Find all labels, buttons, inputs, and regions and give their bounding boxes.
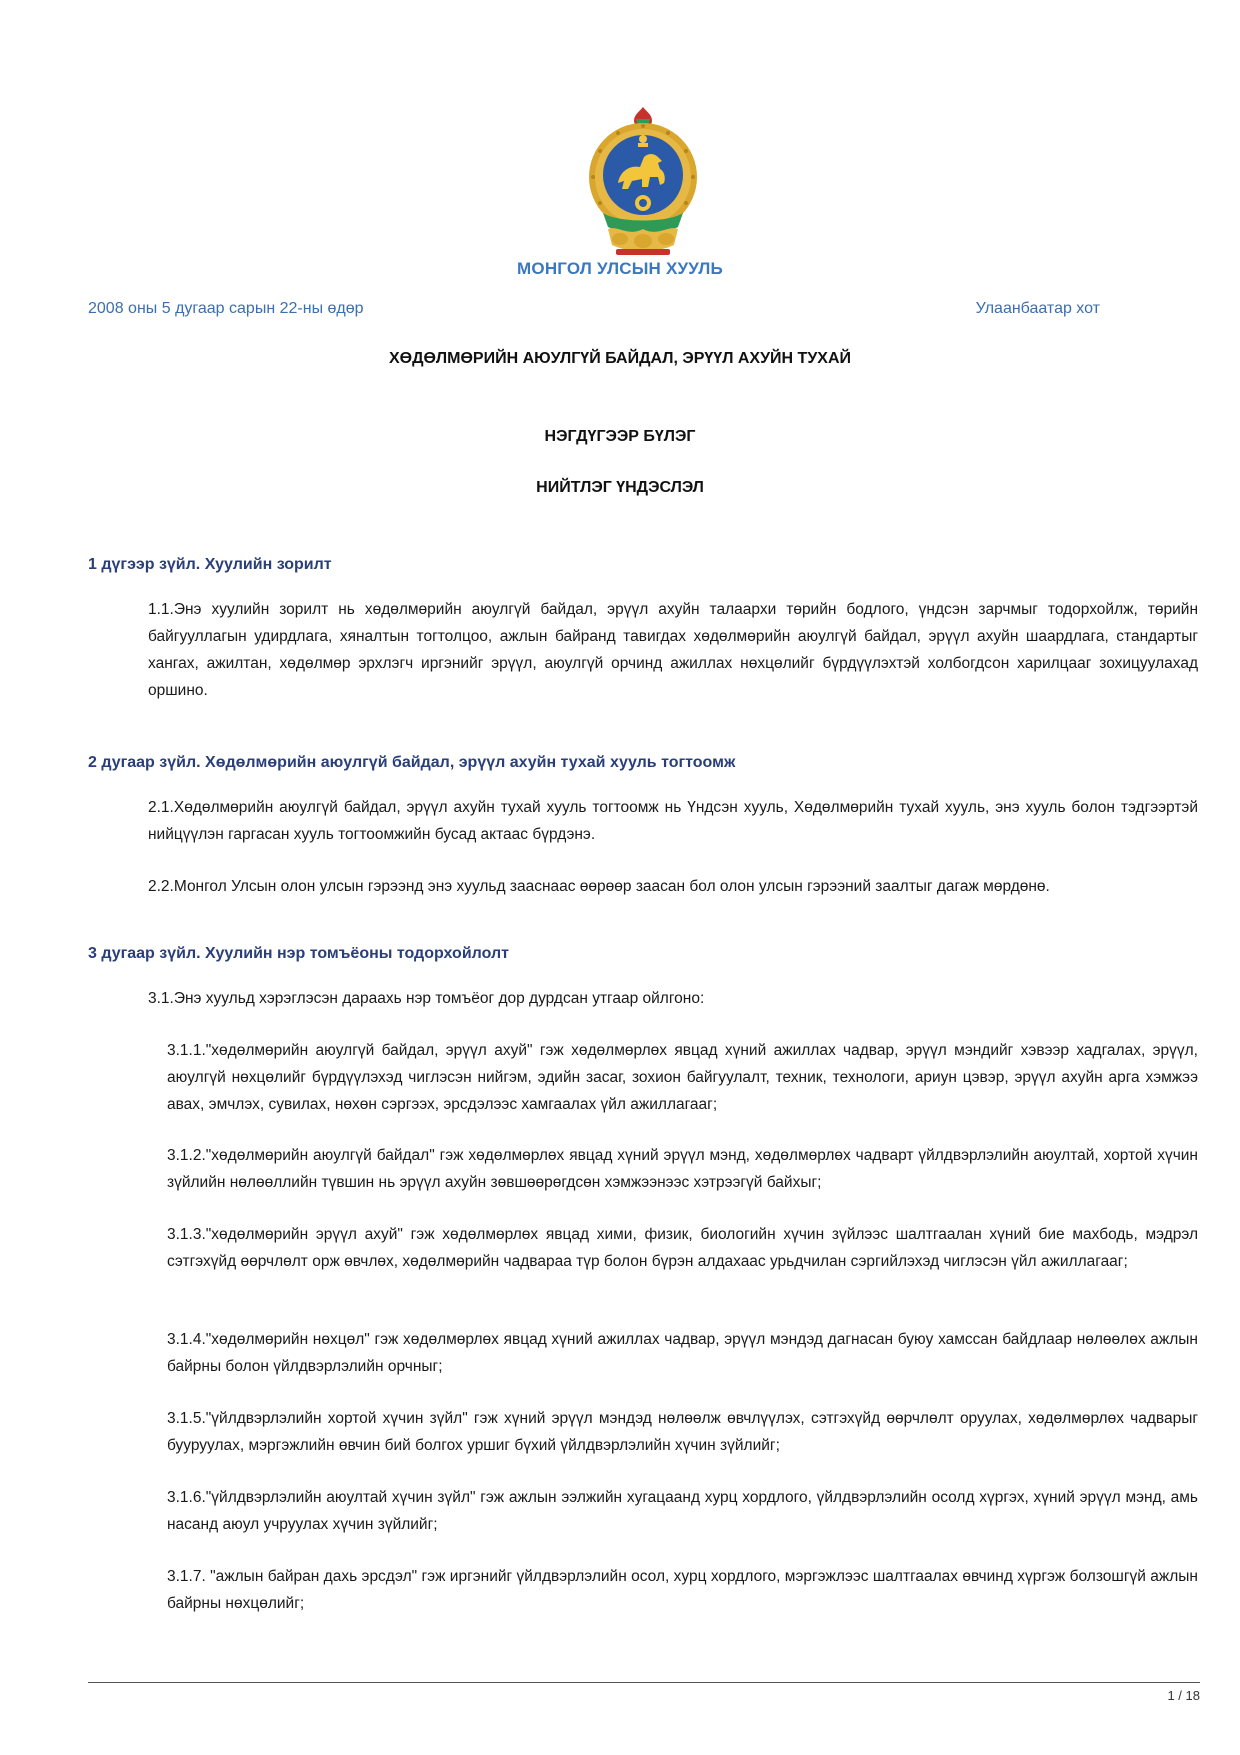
- definition-item: 3.1.5."үйлдвэрлэлийн хортой хүчин зүйл" гэж хүний эрүүл мэндэд нөлөөлж өвчлүүлэх, сэтгэхүйд өөрчлөлт оруулах, хөдөлмөрлөх чадварыг бууруулах, мэргэжлийн өвчин бий болгох уршиг бүхий үйлдвэрлэлийн хүчин зүйлийг;: [167, 1410, 1198, 1454]
- definition-item: 3.1.3."хөдөлмөрийн эрүүл ахуй" гэж хөдөлмөрлөх явцад хими, физик, биологийн хүчин зүйлээс шалтгаалан хүний бие махбодь, мэдрэл сэтгэхүйд өөрчлөлт орж өвчлөх, хөдөлмөрийн чадвараа түр болон бүрэн алдахаас урьдчилан сэргийлэхэд чиглэсэн үйл ажиллагааг;: [167, 1226, 1198, 1270]
- chapter-name: НИЙТЛЭГ ҮНДЭСЛЭЛ: [536, 479, 704, 496]
- definition-item: 3.1.7. "ажлын байран дахь эрсдэл" гэж иргэнийг үйлдвэрлэлийн осол, хурц хордлого, мэргэжлээс шалтгаалах өвчинд хүргэж болзошгүй ажлын байрны нөхцөлийг;: [167, 1568, 1198, 1612]
- definition-item: 3.1.4."хөдөлмөрийн нөхцөл" гэж хөдөлмөрлөх явцад хүний ажиллах чадвар, эрүүл мэндэд дагнасан буюу хамссан байдлаар нөлөөлөх ажлын байрны болон үйлдвэрлэлийн орчныг;: [167, 1331, 1198, 1375]
- article-paragraph: 3.1.Энэ хуульд хэрэглэсэн дараахь нэр томъёог дор дурдсан утгаар ойлгоно:: [148, 990, 705, 1007]
- document-type-heading: МОНГОЛ УЛСЫН ХУУЛЬ: [517, 259, 723, 278]
- law-title: ХӨДӨЛМӨРИЙН АЮУЛГҮЙ БАЙДАЛ, ЭРҮҮЛ АХУЙН ТУХАЙ: [388, 350, 852, 367]
- enactment-date: 2008 оны 5 дугаар сарын 22-ны өдөр: [88, 300, 364, 317]
- article-heading: 1 дүгээр зүйл. Хуулийн зорилт: [88, 556, 332, 573]
- footer-divider: [88, 1682, 1200, 1683]
- definition-item: 3.1.2."хөдөлмөрийн аюулгүй байдал" гэж хөдөлмөрлөх явцад хүний эрүүл мэнд, хөдөлмөрлөх чадварт үйлдвэрлэлийн аюултай, хортой хүчин зүйлийн нөлөөллийн түвшин нь эрүүл ахуйн зөвшөөрөгдсөн хэмжээнээс хэтрээгүй байхыг;: [167, 1147, 1198, 1191]
- page-number: 1 / 18: [1167, 1688, 1200, 1703]
- chapter-number: НЭГДҮГЭЭР БҮЛЭГ: [544, 428, 696, 445]
- definition-item: 3.1.1."хөдөлмөрийн аюулгүй байдал, эрүүл ахуй" гэж хөдөлмөрлөх явцад хүний ажиллах чадвар, эрүүл мэндийг хэвээр хадгалах, эрүүл, аюулгүй нөхцөлийг бүрдүүлэхэд чиглэсэн нийгэм, эдийн засаг, зохион байгуулалт, техник, технологи, ариун цэвэр, эрүүл ахуйн арга хэмжээ авах, эмчлэх, сувилах, нөхөн сэргээх, эрсдэлээс хамгаалах үйл ажиллагааг;: [167, 1042, 1198, 1113]
- state-emblem-icon: [578, 105, 708, 260]
- article-heading: 3 дугаар зүйл. Хуулийн нэр томъёоны тодорхойлолт: [88, 945, 509, 962]
- article-paragraph: 2.1.Хөдөлмөрийн аюулгүй байдал, эрүүл ахуйн тухай хууль тогтоомж нь Үндсэн хууль, Хөдөлмөрийн тухай хууль, энэ хууль болон тэдгээртэй нийцүүлэн гаргасан хууль тогтоомжийн бусад актаас бүрдэнэ.: [148, 799, 1198, 843]
- article-heading: 2 дугаар зүйл. Хөдөлмөрийн аюулгүй байдал, эрүүл ахуйн тухай хууль тогтоомж: [88, 754, 736, 771]
- enactment-place: Улаанбаатар хот: [975, 300, 1100, 317]
- article-paragraph: 1.1.Энэ хуулийн зорилт нь хөдөлмөрийн аюулгүй байдал, эрүүл ахуйн талаархи төрийн бодлого, үндсэн зарчмыг тодорхойлж, төрийн байгууллагын удирдлага, хяналтын тогтолцоо, ажлын байранд тавигдах хөдөлмөрийн аюулгүй байдал, эрүүл ахуйн шаардлага, стандартыг хангах, ажилтан, хөдөлмөр эрхлэгч иргэнийг эрүүл, аюулгүй орчинд ажиллах нөхцөлийг бүрдүүлэхтэй холбогдсон харилцааг зохицуулахад оршино.: [148, 601, 1198, 699]
- definition-item: 3.1.6."үйлдвэрлэлийн аюултай хүчин зүйл" гэж ажлын ээлжийн хугацаанд хурц хордлого, үйлдвэрлэлийн осолд хүргэх, хүний эрүүл мэнд, амь насанд аюул учруулах хүчин зүйлийг;: [167, 1489, 1198, 1533]
- article-paragraph: 2.2.Монгол Улсын олон улсын гэрээнд энэ хуульд зааснаас өөрөөр заасан бол олон улсын гэрээний заалтыг дагаж мөрдөнө.: [148, 878, 1050, 895]
